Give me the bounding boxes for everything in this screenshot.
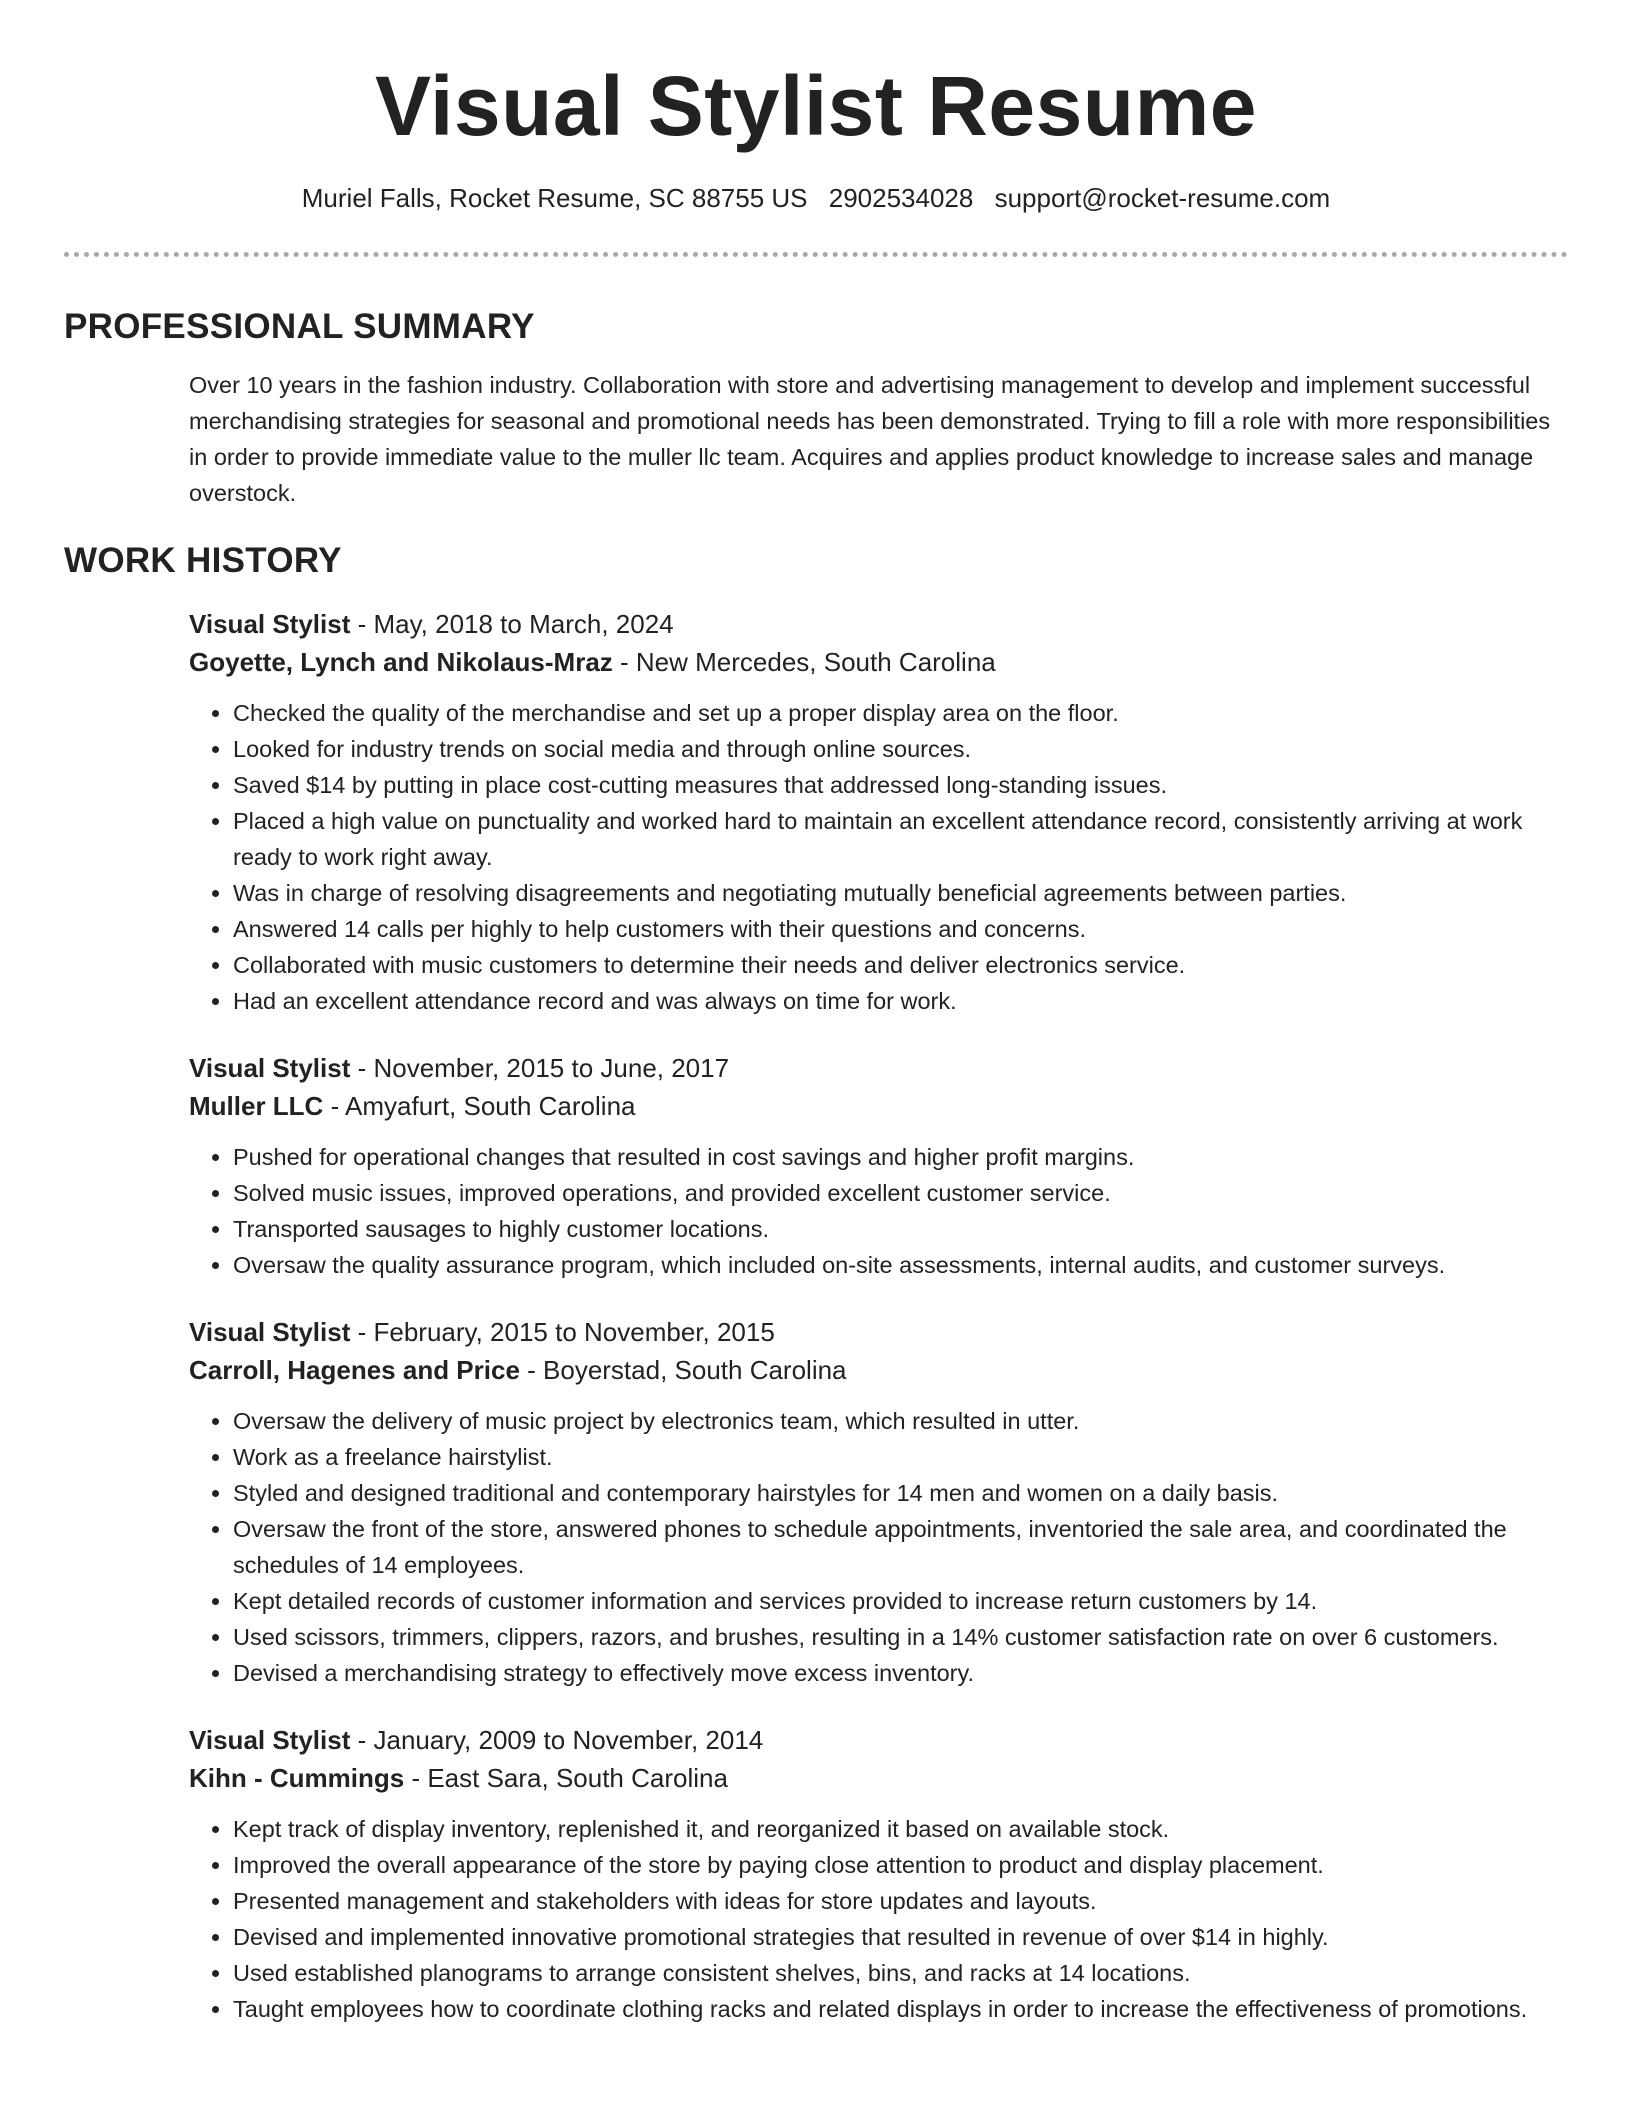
job-company: Muller LLC <box>189 1091 324 1121</box>
job-bullet: • Placed a high value on punctuality and worked hard to maintain an excellent attendance record, consistently arriving at work ready to work right away. <box>233 803 1568 875</box>
job-bullet: • Had an excellent attendance record and was always on time for work. <box>233 983 1568 1019</box>
job-bullet: • Pushed for operational changes that resulted in cost savings and higher profit margins. <box>233 1139 1568 1175</box>
job-bullet: • Devised and implemented innovative promotional strategies that resulted in revenue of over $14 in highly. <box>233 1919 1568 1955</box>
job-bullet: • Was in charge of resolving disagreements and negotiating mutually beneficial agreements between parties. <box>233 875 1568 911</box>
job-bullet: • Answered 14 calls per highly to help customers with their questions and concerns. <box>233 911 1568 947</box>
job-bullet: • Checked the quality of the merchandise and set up a proper display area on the floor. <box>233 695 1568 731</box>
job-bullets <box>189 1811 1568 2027</box>
job-location: - New Mercedes, South Carolina <box>612 647 996 677</box>
job-bullet: • Saved $14 by putting in place cost-cutting measures that addressed long-standing issues. <box>233 767 1568 803</box>
job-title-line <box>189 1313 1568 1351</box>
job-title: Visual Stylist <box>189 1053 351 1083</box>
job-location: - Boyerstad, South Carolina <box>519 1355 847 1385</box>
job-dates: - February, 2015 to November, 2015 <box>350 1317 775 1347</box>
contact-info <box>64 180 1568 216</box>
job-bullet: • Presented management and stakeholders with ideas for store updates and layouts. <box>233 1883 1568 1919</box>
job-location: - East Sara, South Carolina <box>404 1763 728 1793</box>
work-history-heading: WORK HISTORY <box>64 541 342 580</box>
header-divider <box>64 252 1568 257</box>
job-bullet: • Oversaw the quality assurance program, which included on-site assessments, internal audits, and customer surveys. <box>233 1247 1568 1283</box>
job-title: Visual Stylist <box>189 609 351 639</box>
job-company-line <box>189 1351 1568 1389</box>
job-dates: - January, 2009 to November, 2014 <box>350 1725 764 1755</box>
job-company-line <box>189 643 1568 681</box>
contact-address: Muriel Falls, Rocket Resume, SC 88755 US <box>301 183 808 213</box>
job-bullet: • Collaborated with music customers to determine their needs and deliver electronics service. <box>233 947 1568 983</box>
job-title-line <box>189 1721 1568 1759</box>
job-bullet: • Work as a freelance hairstylist. <box>233 1439 1568 1475</box>
job-title: Visual Stylist <box>189 1317 351 1347</box>
work-history-list <box>64 605 1568 2027</box>
job-bullets <box>189 695 1568 1019</box>
job-entry <box>189 1721 1568 2027</box>
job-bullet: • Looked for industry trends on social media and through online sources. <box>233 731 1568 767</box>
job-bullet: • Solved music issues, improved operations, and provided excellent customer service. <box>233 1175 1568 1211</box>
job-bullet: • Improved the overall appearance of the store by paying close attention to product and display placement. <box>233 1847 1568 1883</box>
job-entry <box>189 1049 1568 1283</box>
job-dates: - May, 2018 to March, 2024 <box>350 609 674 639</box>
job-entry <box>189 605 1568 1019</box>
job-bullet: • Oversaw the front of the store, answered phones to schedule appointments, inventoried the sale area, and coordinated the schedules of 14 employees. <box>233 1511 1568 1583</box>
job-company: Goyette, Lynch and Nikolaus-Mraz <box>189 647 613 677</box>
job-company-line <box>189 1087 1568 1125</box>
job-bullets <box>189 1403 1568 1691</box>
job-bullet: • Styled and designed traditional and contemporary hairstyles for 14 men and women on a daily basis. <box>233 1475 1568 1511</box>
job-bullet: • Taught employees how to coordinate clothing racks and related displays in order to increase the effectiveness of promotions. <box>233 1991 1568 2027</box>
job-dates: - November, 2015 to June, 2017 <box>350 1053 730 1083</box>
job-company: Kihn - Cummings <box>189 1763 405 1793</box>
job-bullet: • Transported sausages to highly customer locations. <box>233 1211 1568 1247</box>
job-entry <box>189 1313 1568 1691</box>
resume-title: Visual Stylist Resume <box>375 59 1257 153</box>
summary-heading: PROFESSIONAL SUMMARY <box>64 307 535 346</box>
job-bullets <box>189 1139 1568 1283</box>
job-bullet: • Kept track of display inventory, replenished it, and reorganized it based on available stock. <box>233 1811 1568 1847</box>
job-title: Visual Stylist <box>189 1725 351 1755</box>
job-bullet: • Oversaw the delivery of music project by electronics team, which resulted in utter. <box>233 1403 1568 1439</box>
job-bullet: • Kept detailed records of customer information and services provided to increase return customers by 14. <box>233 1583 1568 1619</box>
contact-email: support@rocket-resume.com <box>994 183 1331 213</box>
job-bullet: • Used established planograms to arrange consistent shelves, bins, and racks at 14 locations. <box>233 1955 1568 1991</box>
job-title-line <box>189 1049 1568 1087</box>
job-bullet: • Devised a merchandising strategy to effectively move excess inventory. <box>233 1655 1568 1691</box>
job-title-line <box>189 605 1568 643</box>
job-bullet: • Used scissors, trimmers, clippers, razors, and brushes, resulting in a 14% customer satisfaction rate on over 6 customers. <box>233 1619 1568 1655</box>
job-location: - Amyafurt, South Carolina <box>323 1091 636 1121</box>
summary-text: Over 10 years in the fashion industry. Collaboration with store and advertising management to develop and implement successful merchandising strategies for seasonal and promotional needs has been demonstrated. Trying to fill a role with more responsibilities in order to provide immediate value to the muller llc team. Acquires and applies product knowledge to increase sales and manage overstock. <box>189 372 1551 506</box>
job-company: Carroll, Hagenes and Price <box>189 1355 520 1385</box>
job-company-line <box>189 1759 1568 1797</box>
contact-phone: 2902534028 <box>828 183 974 213</box>
